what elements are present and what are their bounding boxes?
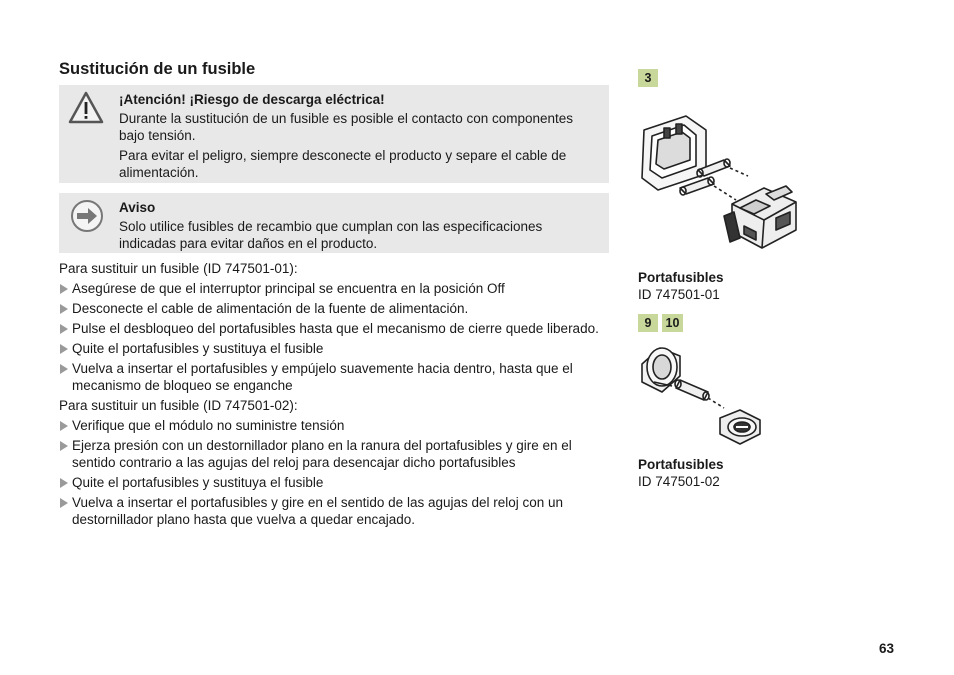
arrow-right-circle-icon	[69, 198, 105, 234]
fuse-holder-illustration	[636, 108, 806, 263]
notice-box	[59, 193, 609, 253]
section-title: Sustitución de un fusible	[59, 60, 256, 78]
figure2-tag: 10	[662, 314, 683, 332]
warning-triangle-icon	[67, 90, 105, 126]
warning-heading: ¡Atención! ¡Riesgo de descarga eléctrica!	[119, 92, 385, 107]
round-fuse-holder-illustration	[636, 342, 771, 452]
list-item: Quite el portafusibles y sustituya el fusible	[59, 474, 619, 491]
list-item: Vuelva a insertar el portafusibles y empújelo suavemente hacia dentro, hasta que el mecanismo de bloqueo se enganche	[59, 360, 619, 394]
figure2-caption	[638, 456, 724, 490]
procedure2-steps	[59, 417, 619, 528]
figure1-tag: 3	[638, 69, 658, 87]
procedures	[59, 260, 619, 531]
procedure1-intro: Para sustituir un fusible (ID 747501-01):	[59, 261, 298, 276]
warning-paragraph: Para evitar el peligro, siempre desconecte el producto y separe el cable de alimentación.	[119, 148, 567, 180]
warning-box	[59, 85, 609, 183]
procedure1-steps	[59, 280, 619, 394]
list-item: Ejerza presión con un destornillador plano en la ranura del portafusibles y gire en el sentido contrario a las agujas del reloj para desencajar dicho portafusibles	[59, 437, 619, 471]
list-item: Asegúrese de que el interruptor principal se encuentra en la posición Off	[59, 280, 619, 297]
figure1-caption-id: ID 747501-01	[638, 287, 720, 302]
figure2-caption-id: ID 747501-02	[638, 474, 720, 489]
figure2-tag: 9	[638, 314, 658, 332]
figure1-caption	[638, 269, 724, 303]
page-number: 63	[879, 641, 895, 656]
list-item: Desconecte el cable de alimentación de la fuente de alimentación.	[59, 300, 619, 317]
procedure2-intro: Para sustituir un fusible (ID 747501-02):	[59, 398, 298, 413]
figure2-caption-title: Portafusibles	[638, 457, 724, 472]
figure1-caption-title: Portafusibles	[638, 270, 724, 285]
warning-paragraph: Durante la sustitución de un fusible es posible el contacto con componentes bajo tensión.	[119, 111, 574, 143]
notice-heading: Aviso	[119, 200, 156, 215]
list-item: Vuelva a insertar el portafusibles y gire en el sentido de las agujas del reloj con un destornillador plano hasta que vuelva a quedar encajado.	[59, 494, 619, 528]
list-item: Pulse el desbloqueo del portafusibles hasta que el mecanismo de cierre quede liberado.	[59, 320, 619, 337]
notice-text: Solo utilice fusibles de recambio que cumplan con las especificaciones indicadas para evitar daños en el producto.	[119, 219, 543, 251]
list-item: Quite el portafusibles y sustituya el fusible	[59, 340, 619, 357]
list-item: Verifique que el módulo no suministre tensión	[59, 417, 619, 434]
